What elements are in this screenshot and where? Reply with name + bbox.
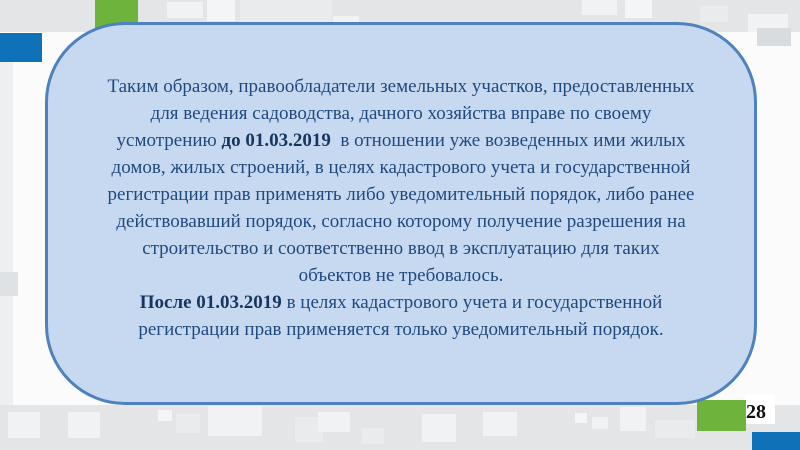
body-text — [48, 73, 754, 343]
decor-square — [176, 414, 200, 433]
text-line — [138, 316, 663, 343]
decor-square — [8, 412, 40, 438]
text-segment: строительство и соответственно ввод в эксплуатацию для таких — [142, 238, 660, 259]
text-segment: Таким образом, правообладатели земельных участков, предоставленных — [107, 76, 695, 97]
text-segment: в отношении уже возведенных ими жилых — [330, 130, 686, 151]
green-accent-square-bottom — [697, 400, 746, 431]
decor-square — [422, 414, 456, 442]
decor-square — [68, 412, 100, 438]
decor-square — [592, 417, 608, 429]
text-segment: в целях кадастрового учета и государственной — [281, 292, 663, 313]
decor-square — [207, 0, 235, 21]
page-number: 28 — [746, 401, 766, 423]
text-line — [117, 127, 686, 154]
decor-square — [240, 0, 332, 22]
decor-square — [700, 6, 728, 22]
text-line — [116, 208, 685, 235]
decor-square — [167, 2, 203, 18]
text-segment: регистрации прав применяется только уведомительный порядок. — [138, 319, 664, 340]
text-segment: домов, жилых строений, в целях кадастрового учета и государственной — [111, 157, 691, 178]
decor-square — [575, 413, 587, 423]
decor-square — [757, 28, 791, 46]
bold-text-segment: до 01.03.2019 — [221, 130, 331, 151]
decor-square — [625, 0, 652, 18]
text-line — [140, 289, 663, 316]
decor-square — [620, 407, 646, 431]
decor-square — [318, 412, 350, 432]
decor-square — [158, 410, 172, 421]
text-segment: объектов не требовалось. — [298, 265, 504, 286]
text-line — [107, 73, 694, 100]
decor-square — [582, 0, 617, 15]
text-line — [299, 262, 504, 289]
text-segment: действовавший порядок, согласно которому получение разрешения на — [116, 211, 686, 232]
decor-square — [483, 412, 517, 436]
left-margin-strip — [0, 62, 13, 405]
text-line — [142, 235, 660, 262]
text-segment: регистрации прав применять либо уведомительный порядок, либо ранее — [107, 184, 695, 205]
blue-accent-square-bottom — [752, 432, 800, 450]
decor-square — [0, 272, 18, 296]
text-segment: усмотрению — [116, 130, 222, 151]
text-segment: для ведения садоводства, дачного хозяйства вправе по своему — [150, 103, 652, 124]
decor-square — [655, 420, 695, 438]
text-line — [151, 100, 652, 127]
text-line — [112, 154, 691, 181]
decor-square — [208, 406, 262, 436]
bold-text-segment: После 01.03.2019 — [139, 292, 282, 313]
decor-square — [362, 428, 384, 444]
blue-accent-square-left — [0, 33, 42, 62]
content-box — [45, 22, 757, 405]
text-line — [108, 181, 695, 208]
